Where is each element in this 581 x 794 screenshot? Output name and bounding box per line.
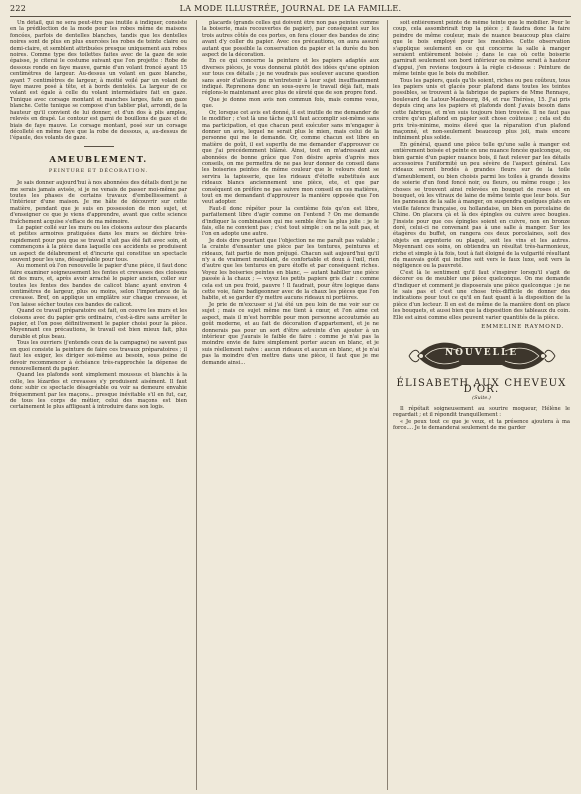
column-divider bbox=[387, 20, 388, 790]
section-subheading: PEINTURE ET DÉCORATION. bbox=[48, 167, 149, 174]
paragraph: « Je peux tout ce que je veux, et ta présence ajoutera à ma force.... Je te demanderai seulement de me garder bbox=[393, 418, 570, 431]
paragraph: Un détail, qui ne sera peut-être pas inutile à indiquer, consiste en la prédilection de la mode pour les robes même de maisons foncées, parfois de dentelles blanches, tandis que les dentelles noires sont de plus en plus exercées les robes de teinte claire ou demi-claire, et semblent attribuées presque uniquement aux robes noires. Comme type des toilettes faites avec de la gaze de soie épaisse, je citerai le costume suivant que l'on projette : Robe de dessous ronde en faye mauve, garnie d'un volant froncé ayant 15 centimètres de largeur. Au-dessus un volant en gaze blanche, ayant 7 centimètres de largeur, à moitié voilé par un volant de faye mauve posé à tête, et à bords dentelés. La largeur de ce volant est égale à celle du volant intermédiaire fait en gaze. Tunique avec corsage montant et manches larges, faite en gaze blanche. Cette tunique se compose d'un tablier plat, arrondi, de la hauteur qu'il convient de lui donner, et d'un dos à plis amples, relevés en drapé. Le contour est garni de bouillons de gaze et de biais de faye mauve. Le corsage montant, posé sur un corsage décolleté en même faye que la robe de dessous, a, au-dessus de l'épaule, des volants de gaze. bbox=[10, 20, 187, 142]
paragraph: Or, lorsque cet avis est donné, il est inutile de me demander de le modifier ; c'est là une tâche qu'il faut accomplir soi-même sans ma participation, et que chacun peut exécuter sans m'engager à donner un avis, lequel ne serait plus le mien, mais celui de la personne qui me le demande. Or, comme chacun est libre en matière de goût, il est superflu de me demander d'approuver ce que j'ai précédemment blâmé. Ainsi, tout en m'adressant aux abonnées de bonne grâce que l'on désire après d'après mes conseils, on me permettra de ne pas leur donner de conseil dans les boiseries peintes de même couleur que le velours dont se servira la tapisserie, que les rideaux d'étoffe substitués aux rideaux blancs anciennement une pièce, ete, et que par conséquent on préfère ne pas suivre mon conseil en ces matières, tout en me demandant d'approuver la manière opposée que l'on veut adopter. bbox=[202, 109, 379, 206]
column-2 bbox=[202, 20, 379, 790]
nouvelle-vignette bbox=[407, 337, 557, 375]
paragraph: En ce qui concerne la peinture et les papiers adaptés aux diverses pièces, je vous donnerai plutôt des idées qu'une opinion sur tous ces détails ; je ne voudrais pas soulever aucune question sans avoir d'ailleurs pu m'entretenir à leur sujet insuffisamment indiqué. Reprenons donc un sous-ouvre le travail déjà fait, mais réglons-le maintenant avec plus de sûreté que de son propre fond. bbox=[202, 58, 379, 97]
paragraph: Quand ce travail préparatoire est fait, on couvre les murs et les cloisons avec du papier gris ordinaire, c'est-à-dire sans arrêter le papier, et l'on pose définitivement le papier choisi pour la pièce. Moyennant ces précautions, le travail est bien mieux fait, plus durable et plus beau. bbox=[10, 308, 187, 340]
paragraph: Au moment où l'on renouvelle le papier d'une pièce, il faut donc faire examiner soigneusement les fentes et crevasses des cloisons et des murs, et, après avoir arraché le papier ancien, coller sur toutes les fentes des bandes de calicot blanc ayant environ 4 centimètres de largeur, plus ou moins, selon l'importance de la crevasse. Bref, on applique un emplâtre sur chaque crevasse, et l'on laisse sécher toutes ces bandes de calicot. bbox=[10, 263, 187, 308]
story-subtitle: (Suite.) bbox=[472, 395, 491, 402]
paragraph: Tous les ouvriers (j'entends ceux de la campagne) ne savent pas en quoi consiste la peinture de faire ces travaux préparatoires ; il faut les exiger, les diriger soi-même au besoin, sous peine de devoir recommencer à échéance très-rapprochée la dépense de renouvellement du papier. bbox=[10, 340, 187, 372]
column-3 bbox=[393, 20, 570, 790]
page-header bbox=[10, 3, 571, 15]
paragraph: Je dois dire pourtant que l'objection ne me paraît pas valable ; la crainte d'ensanter une pièce par les tentures, peintures et rideaux, fait partie de mon préjugé. Chacun sait aujourd'hui qu'il n'y a de vraiment meublant, de confortable et doux à l'œil, rien d'autre que les tentures en pure étoffe et par conséquent riches. Voyez les boiseries peintes en blanc, — autant habiller une pièce passée à la chaux ; — voyez les petits papiers gris clair : comme cela est un peu froid, pauvre ! Il faudrait, pour être logique dans cette voie, faire badigeonner avec de la chaux les pièces que l'on habite, et se garder d'y mettre aucuns rideaux ni portières. bbox=[202, 237, 379, 302]
header-rule bbox=[10, 16, 571, 17]
page-number: 222 bbox=[10, 4, 27, 13]
column-1 bbox=[10, 20, 187, 790]
author-signature: EMMELINE RAYMOND. bbox=[481, 324, 564, 331]
paragraph: C'est là le sentiment qu'il faut s'inspirer lorsqu'il s'agit de décorer ou de meubler une pièce quelconque. On me demande d'indiquer et comment je disposerais une pièce quelconque : je ne le sais pas et c'est une chose très-difficile de donner des indications pour tout ce qu'il en faut quant à la disposition de la pièce d'un lecteur. Il en est de même de la manière dont on place les bouquets, et aussi bien que la disposition des tableaux du coin. Elle est ainsi comme elles peuvent varier quantités de la pièce. bbox=[393, 269, 570, 321]
paragraph: En général, quand une pièce telle qu'une salle à manger est entièrement boisée et peinte en une nuance foncée quelconque, ou bien garnie d'un papier nuance bois, il faut relever par les détails accessoires l'uniformité un peu sévère de l'aspect général. Les rideaux seront brodés à grandes fleurs sur de la toile d'ameublement, ou bien choisis parmi les toiles à grands dessins de soierie d'un fond foncé noir, ou fleurs, ou même rouge ; les choses se trouvent ainsi relevées en bouquet de roses et en bouquet, où les vitraux de laine de même teinte que leur bois. Sur les panneaux de la salle à manger, on suspendra quelques plats en vieille faïence française, ou hollandaise, un bien en porcelaine de Chine. On placera çà et là des épingles ou cuivre avec bougies. J'insiste pour que ces épingles soient en cuivre, non en bronze doré, celui-ci ne convenant pas à une salle à manger. Sur les étagères du buffet, on rangera ces deux porcelaines, soit des objets en argenterie ou plaqué, soit les vins et les autres. Moyennant ces soins, on obtiendra un résultat très-harmonieux, riche et simple à la fois, tout à fait éloigné de la vulgarité résultant du mauvais goût qui incline soit vers le faux luxe, soit vers la négligence ou la pauvreté. bbox=[393, 141, 570, 270]
vignette-label: NOUVELLE bbox=[444, 347, 519, 358]
paragraph: Quand les plafonds sont simplement moussus et blanchis à la colle, les lézardes et crevasses s'y produisent aisément. Il faut donc subir ce spectacle désagréable ou voir sa demeure envahie fréquemment par les maçons... presque inévitable s'il en fut, car, de tous les corps de métier, celui des maçons est bien certainement le plus affligeant à introduire dans son logis. bbox=[10, 372, 187, 411]
paragraph: Tous les papiers, quels qu'ils soient, riches ou peu coûteux, tous les papiers unis et glacés pour plafond dans toutes les teintes possibles, se trouvent à la fabrique de papiers de Mme Rennaye, boulevard de Latour-Maubourg, 84, et rue Thérèse, 15. J'ai pris depuis cinq ans les papiers et plafonds dont j'avais besoin dans cette fabrique, et m'en suis toujours bien trouvée. Il ne faut pas croire qu'un plafond en papier soit chose coûteuse ; cela est du prix très-minime, moins élevé que la réparation d'un plafond maçonné, et non-seulement beaucoup plus joli, mais encore infiniment plus solide. bbox=[393, 77, 570, 142]
section-heading: AMEUBLEMENT. bbox=[49, 154, 148, 165]
paragraph: Que je donne mon avis non commun fois, mais comme vous, que. bbox=[202, 96, 379, 110]
paragraph: placards (grands celles qui doivent être non pas peintes comme la boiserie, mais recouvertes de papier), par conséquent sur les trois autres côtés de ces portes, on fera clouer des bandes de zinc avant d'y coller du papier. Avec ces précautions, on aura assuré autant que possible la conservation du papier et la durée du bon aspect de la décoration. bbox=[202, 20, 379, 59]
paragraph: Je sais donner aujourd'hui à nos abonnées des détails dont je ne me serais jamais avisée, si je ne venais de passer moi-même par toutes les phases de certains travaux d'embellissement à l'intérieur d'une maison. Je me hâte de découvrir sur cette matière, pendant que je suis en possession de mon sujet, et d'enseigner ce que je viens d'apprendre, avant que cette science fraîchement acquise s'efface de ma mémoire. bbox=[10, 180, 187, 225]
paragraph: soit entièrement peinte de même teinte que le mobilier. Pour le coup, cela assombrirait trop la pièce ; il faudra donc la faire peindre de même couleur, mais de nuance beaucoup plus claire que le bois employé pour les meubles. Cette observation s'applique seulement en ce qui concerne la salle à manger seraient entièrement boisée ; dans le cas où cette boiserie garnirait seulement son bord inférieur ou même serait à hauteur d'appui, j'en reviens toujours à la règle ci-dessus : Peinture de même teinte que le bois du mobilier. bbox=[393, 20, 570, 78]
paragraph: Je prie de m'excuser si j'ai été un peu loin de me voir sur ce sujet ; mais ce sujet même me tient à cœur, et l'on aime cet aspect, mais il m'est horrible pour mon personne accoutumée au goût moderne, et au fait de décoration d'appartement, et je ne donnerais pas pour un sort d'être astreinte d'en ajouter à un intérieur que j'aurais le faible de faire : comme je n'ai pas la moindre envie de faire simplement porter aucun en blanc, et je suis réellement naïve : aucun rideaux et aucun en blanc, et je n'ai pas la moindre d'en mettre dans une pièce, il faut que je me demande ainsi... bbox=[202, 301, 379, 366]
paragraph: Faut-il donc répéter pour la centième fois qu'on est libre, parfaitement libre d'agir comme on l'entend ? On me demande d'indiquer la combinaison qui me semble être la plus jolie : je le fais, elle ne convient pas ; c'est tout simple : on ne la suit pas, et l'on en adopte une autre. bbox=[202, 205, 379, 238]
paragraph: Le papier collé sur les murs ou les cloisons autour des placards et petites armoires pratiquées dans les murs se déchire très-rapidement pour peu que se travail n'ait pas été fait avec soin, et commençons à la pièce dans laquelle ces accidents se produisent un aspect de délabrement et d'incurie qui constitue un spectacle souvent pour les uns, désagréable pour tous. bbox=[10, 224, 187, 263]
column-divider bbox=[196, 20, 197, 790]
running-title: LA MODE ILLUSTRÉE, JOURNAL DE LA FAMILLE. bbox=[179, 4, 402, 13]
story-title: ÉLISABETH AUX CHEVEUX D'OR. bbox=[396, 377, 567, 395]
paragraph: Il répétait soigneusement au sourire moqueur, Hélène le regardait ; et il répondit tranquillement : bbox=[393, 405, 570, 419]
section-divider bbox=[84, 146, 114, 147]
